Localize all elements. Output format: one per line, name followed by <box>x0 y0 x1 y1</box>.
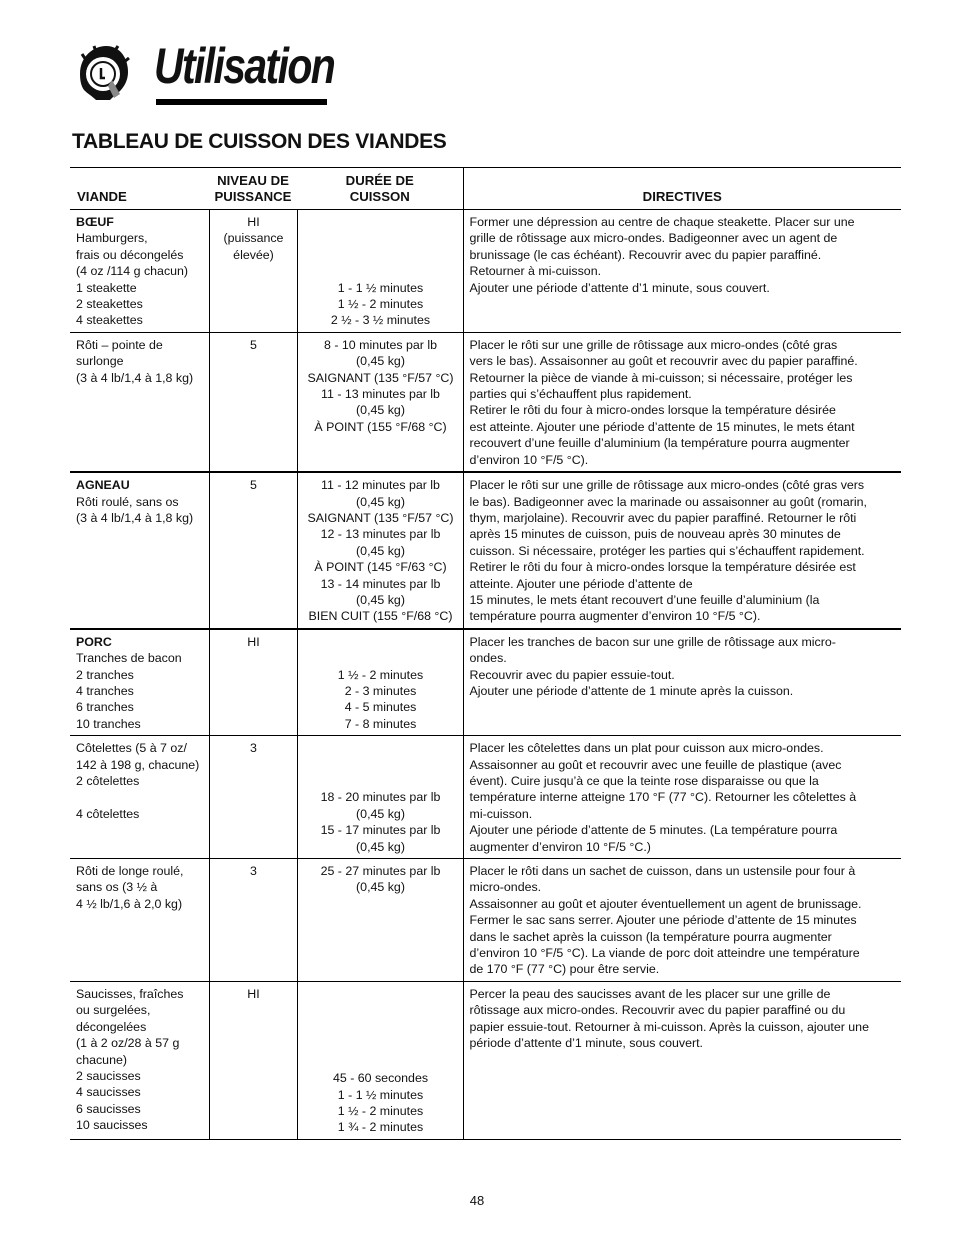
power-line: élevée) <box>233 247 274 262</box>
meat-line: (4 oz /114 g chacun) <box>76 264 189 279</box>
directions-line: Ajouter une période d’attente de 1 minute après la cuisson. <box>469 683 794 698</box>
directions-line: température pourra augmenter d’environ 10 °F/5 °C). <box>469 609 761 624</box>
cooking-time-cell <box>297 332 463 472</box>
table-header-row <box>70 168 901 210</box>
cooking-time-line: (0,45 kg) <box>356 354 405 369</box>
directions-line: dans le sachet après la cuisson (la température pourra augmenter <box>469 929 832 944</box>
directions-line: Placer le rôti sur une grille de rôtissage aux micro-ondes (côté gras vers <box>469 478 865 493</box>
meat-line: surlonge <box>76 354 124 369</box>
meat-line: ou surgelées, <box>76 1003 151 1018</box>
directions-line: de 170 °F (77 °C) pour être servie. <box>469 962 660 977</box>
power-cell <box>209 472 297 629</box>
directions-cell <box>463 472 901 629</box>
cooking-time-line: (0,45 kg) <box>356 543 405 558</box>
cooking-time-line: (0,45 kg) <box>356 880 405 895</box>
meat-cell <box>70 472 209 629</box>
meat-line: 2 steakettes <box>76 297 143 312</box>
directions-line: vers le bas). Assaisonner au goût et recouvrir avec du papier paraffiné. <box>469 354 858 369</box>
directions-cell <box>463 629 901 736</box>
directions-line: cuisson. Si nécessaire, protéger les parties qui s’échauffent rapidement. <box>469 543 865 558</box>
meat-line: frais ou décongelés <box>76 247 184 262</box>
directions-line: le bas). Badigeonner avec la marinade ou assaisonner au goût (romarin, <box>469 494 867 509</box>
cooking-time-line: 2 ½ - 3 ½ minutes <box>330 313 431 328</box>
meat-line: 4 côtelettes <box>76 806 140 821</box>
directions-line: évent). Cuire jusqu’à ce que la teinte rose disparaisse ou que la <box>469 774 819 788</box>
meat-cell <box>70 210 209 333</box>
meat-cell <box>70 859 209 982</box>
power-cell <box>209 981 297 1139</box>
directions-line: brunissage (le cas échéant). Recouvrir avec du papier paraffiné. <box>469 247 822 262</box>
header-power <box>209 168 297 210</box>
cooking-time-line: 1 ¾ - 2 minutes <box>337 1120 424 1135</box>
directions-line: micro-ondes. <box>469 880 542 895</box>
meat-line: 6 tranches <box>76 700 134 715</box>
directions-line: mi-cuisson. <box>469 806 533 821</box>
directions-cell <box>463 859 901 982</box>
directions-line: Retirer le rôti du four à micro-ondes lorsque la température désirée est <box>469 560 856 575</box>
cooking-time-cell <box>297 981 463 1139</box>
cooking-time-line: (0,45 kg) <box>356 403 405 418</box>
power-line: 3 <box>250 741 257 756</box>
meat-line: décongelées <box>76 1019 147 1034</box>
meat-line <box>76 789 204 805</box>
meat-line: 4 ½ lb/1,6 à 2,0 kg) <box>76 896 183 911</box>
directions-line: Retirer le rôti du four à micro-ondes lorsque la température désirée <box>469 403 836 418</box>
directions-line: Placer les côtelettes dans un plat pour cuisson aux micro-ondes. <box>469 741 824 756</box>
directions-line: grille de rôtissage aux micro-ondes. Badigeonner avec un agent de <box>469 231 838 246</box>
header-time-line: DURÉE DE <box>345 173 414 188</box>
power-cell <box>209 332 297 472</box>
power-line: 5 <box>250 337 257 352</box>
cooking-time-line: À POINT (155 °F/68 °C) <box>314 419 447 434</box>
meat-line: chacune) <box>76 1052 127 1067</box>
meat-line: Saucisses, fraîches <box>76 986 184 1001</box>
cooking-time-cell <box>297 629 463 736</box>
directions-line: 15 minutes, le mets étant recouvert d’une feuille d’aluminium (la <box>469 592 820 607</box>
cooking-time-line: SAIGNANT (135 °F/57 °C) <box>307 510 454 525</box>
power-cell <box>209 736 297 859</box>
directions-line: Ajouter une période d’attente d’1 minute, sous couvert. <box>469 280 770 295</box>
cooking-time-line: 7 - 8 minutes <box>344 716 417 731</box>
directions-line: Recouvrir avec du papier essuie-tout. <box>469 667 675 682</box>
table-row <box>70 736 901 859</box>
cooking-time-line: 13 - 14 minutes par lb <box>320 576 441 591</box>
directions-line: Fermer le sac sans serrer. Ajouter une période d’attente de 15 minutes <box>469 913 857 928</box>
directions-cell <box>463 210 901 333</box>
cooking-time-line: (0,45 kg) <box>356 494 405 509</box>
directions-line: Assaisonner au goût et recouvrir avec une feuille de plastique (avec <box>469 757 842 772</box>
cooking-time-line: 1 - 1 ½ minutes <box>337 280 424 295</box>
meat-line: Côtelettes (5 à 7 oz/ <box>76 741 187 756</box>
meat-line: Tranches de bacon <box>76 651 182 666</box>
directions-line: rôtissage aux micro-ondes. Recouvrir avec du papier paraffiné ou du <box>469 1003 846 1018</box>
page-number: 48 <box>469 1193 485 1208</box>
directions-line: Ajouter une période d’attente de 5 minutes. (La température pourra <box>469 823 838 838</box>
directions-line: recouvert d’une feuille d’aluminium (la température pourra augmenter <box>469 436 850 451</box>
cooking-time-line: 45 - 60 secondes <box>332 1071 429 1086</box>
meat-line: 4 saucisses <box>76 1085 141 1100</box>
cooking-time-line: 18 - 20 minutes par lb <box>320 790 441 805</box>
directions-line: Retourner la pièce de viande à mi-cuisson; si nécessaire, protéger les <box>469 370 853 385</box>
meat-cooking-table <box>70 167 901 1140</box>
meat-line: 142 à 198 g, chacune) <box>76 757 200 772</box>
meat-line: (1 à 2 oz/28 à 57 g <box>76 1036 180 1051</box>
power-cell <box>209 859 297 982</box>
directions-cell <box>463 981 901 1139</box>
cooking-time-line: 8 - 10 minutes par lb <box>324 337 437 352</box>
directions-line: atteinte. Ajouter une période d’attente de <box>469 576 693 591</box>
power-line: (puissance <box>223 231 284 246</box>
meat-line: 2 saucisses <box>76 1068 141 1083</box>
meat-line: 1 steakette <box>76 280 137 295</box>
header-power-line: PUISSANCE <box>214 189 292 204</box>
meat-line: (3 à 4 lb/1,4 à 1,8 kg) <box>76 370 194 385</box>
cooking-time-line: 1 - 1 ½ minutes <box>337 1087 424 1102</box>
cooking-time-line: (0,45 kg) <box>356 806 405 821</box>
table-row <box>70 332 901 472</box>
directions-line: d’environ 10 °F/5 °C). <box>469 452 589 467</box>
directions-line: parties qui s’échauffent plus rapidement. <box>469 387 692 402</box>
directions-line: thym, marjolaine). Recouvrir avec du papier paraffiné. Retourner le rôti <box>469 510 857 525</box>
table-row <box>70 210 901 333</box>
directions-line: est atteinte. Ajouter une période d’attente de 15 minutes, le mets étant <box>469 419 855 434</box>
directions-line: température interne atteigne 170 °F (77 °C). Retourner les côtelettes à <box>469 790 857 805</box>
table-row <box>70 859 901 982</box>
meat-cell <box>70 332 209 472</box>
meat-cell <box>70 736 209 859</box>
directions-line: d’environ 10 °F/5 °C). La viande de porc doit atteindre une température <box>469 946 860 961</box>
directions-line: papier essuie-tout. Retourner à mi-cuisson. Après la cuisson, ajouter une <box>469 1019 869 1034</box>
directions-line: augmenter d’environ 10 °F/5 °C.) <box>469 839 651 854</box>
cooking-time-line: (0,45 kg) <box>356 592 405 607</box>
directions-line: Placer le rôti sur une grille de rôtissage aux micro-ondes (côté gras <box>469 337 838 352</box>
meat-line: 10 saucisses <box>76 1118 148 1133</box>
directions-line: Retourner à mi-cuisson. <box>469 264 602 279</box>
meat-category: PORC <box>76 634 112 649</box>
power-line: HI <box>247 986 260 1001</box>
meat-category: AGNEAU <box>76 478 130 493</box>
cooking-time-line: SAIGNANT (135 °F/57 °C) <box>307 370 454 385</box>
cooking-time-line: 4 - 5 minutes <box>344 700 417 715</box>
header-time-line: CUISSON <box>349 189 410 204</box>
directions-cell <box>463 332 901 472</box>
directions-line: Placer le rôti dans un sachet de cuisson, dans un ustensile pour four à <box>469 864 856 879</box>
header-time <box>297 168 463 210</box>
cooking-time-cell <box>297 210 463 333</box>
header-power-line: NIVEAU DE <box>217 173 289 188</box>
meat-line: (3 à 4 lb/1,4 à 1,8 kg) <box>76 510 194 525</box>
meat-line: Rôti de longe roulé, <box>76 864 184 879</box>
cooking-time-line: 1 ½ - 2 minutes <box>337 297 424 312</box>
meat-line: 2 tranches <box>76 667 134 682</box>
power-cell <box>209 629 297 736</box>
header-meat: VIANDE <box>70 168 209 210</box>
meat-line: 2 côtelettes <box>76 774 140 788</box>
power-line: HI <box>247 634 260 649</box>
cooking-time-line: BIEN CUIT (155 °F/68 °C) <box>308 609 453 624</box>
cooking-time-line: 15 - 17 minutes par lb <box>320 823 441 838</box>
table-row <box>70 472 901 629</box>
power-line: 3 <box>250 864 257 879</box>
lightbulb-icon <box>74 44 130 102</box>
directions-line: Placer les tranches de bacon sur une grille de rôtissage aux micro- <box>469 634 836 649</box>
meat-line: Rôti – pointe de <box>76 337 163 352</box>
directions-cell <box>463 736 901 859</box>
cooking-time-cell <box>297 736 463 859</box>
power-cell <box>209 210 297 333</box>
meat-line: 6 saucisses <box>76 1101 141 1116</box>
directions-line: Former une dépression au centre de chaque steakette. Placer sur une <box>469 215 855 229</box>
cooking-time-cell <box>297 472 463 629</box>
cooking-time-line: 25 - 27 minutes par lb <box>320 864 441 879</box>
cooking-time-cell <box>297 859 463 982</box>
directions-line: ondes. <box>469 651 507 666</box>
section-title: TABLEAU DE CUISSON DES VIANDES <box>72 130 447 153</box>
cooking-time-line: 12 - 13 minutes par lb <box>320 527 441 542</box>
directions-line: Assaisonner au goût et ajouter éventuellement un agent de brunissage. <box>469 896 862 911</box>
meat-cell <box>70 629 209 736</box>
meat-cell <box>70 981 209 1139</box>
power-line: 5 <box>250 478 257 493</box>
table-row <box>70 629 901 736</box>
meat-line: 4 tranches <box>76 683 134 698</box>
cooking-time-line: À POINT (145 °F/63 °C) <box>314 560 447 575</box>
meat-line: 10 tranches <box>76 716 141 731</box>
cooking-time-line: 1 ½ - 2 minutes <box>337 1104 424 1119</box>
directions-line: après 15 minutes de cuisson, puis de nouveau après 30 minutes de <box>469 527 841 542</box>
cooking-time-line: 1 ½ - 2 minutes <box>337 667 424 682</box>
meat-line: Hamburgers, <box>76 231 148 246</box>
cooking-time-line: 11 - 12 minutes par lb <box>321 478 440 493</box>
cooking-time-line: 2 - 3 minutes <box>344 683 417 698</box>
power-line: HI <box>247 215 260 229</box>
page-title: Utilisation <box>154 38 335 94</box>
cooking-time-line: 11 - 13 minutes par lb <box>321 387 440 402</box>
directions-line: période d’attente d’1 minute, sous couvert. <box>469 1036 703 1051</box>
cooking-time-line: (0,45 kg) <box>356 839 405 854</box>
header-directions: DIRECTIVES <box>463 168 901 210</box>
title-underline <box>156 99 327 105</box>
meat-line: Rôti roulé, sans os <box>76 494 179 509</box>
directions-line: Percer la peau des saucisses avant de les placer sur une grille de <box>469 986 831 1001</box>
meat-line: 4 steakettes <box>76 313 143 328</box>
table-row <box>70 981 901 1139</box>
meat-line: sans os (3 ½ à <box>76 880 158 895</box>
meat-category: BŒUF <box>76 215 114 229</box>
